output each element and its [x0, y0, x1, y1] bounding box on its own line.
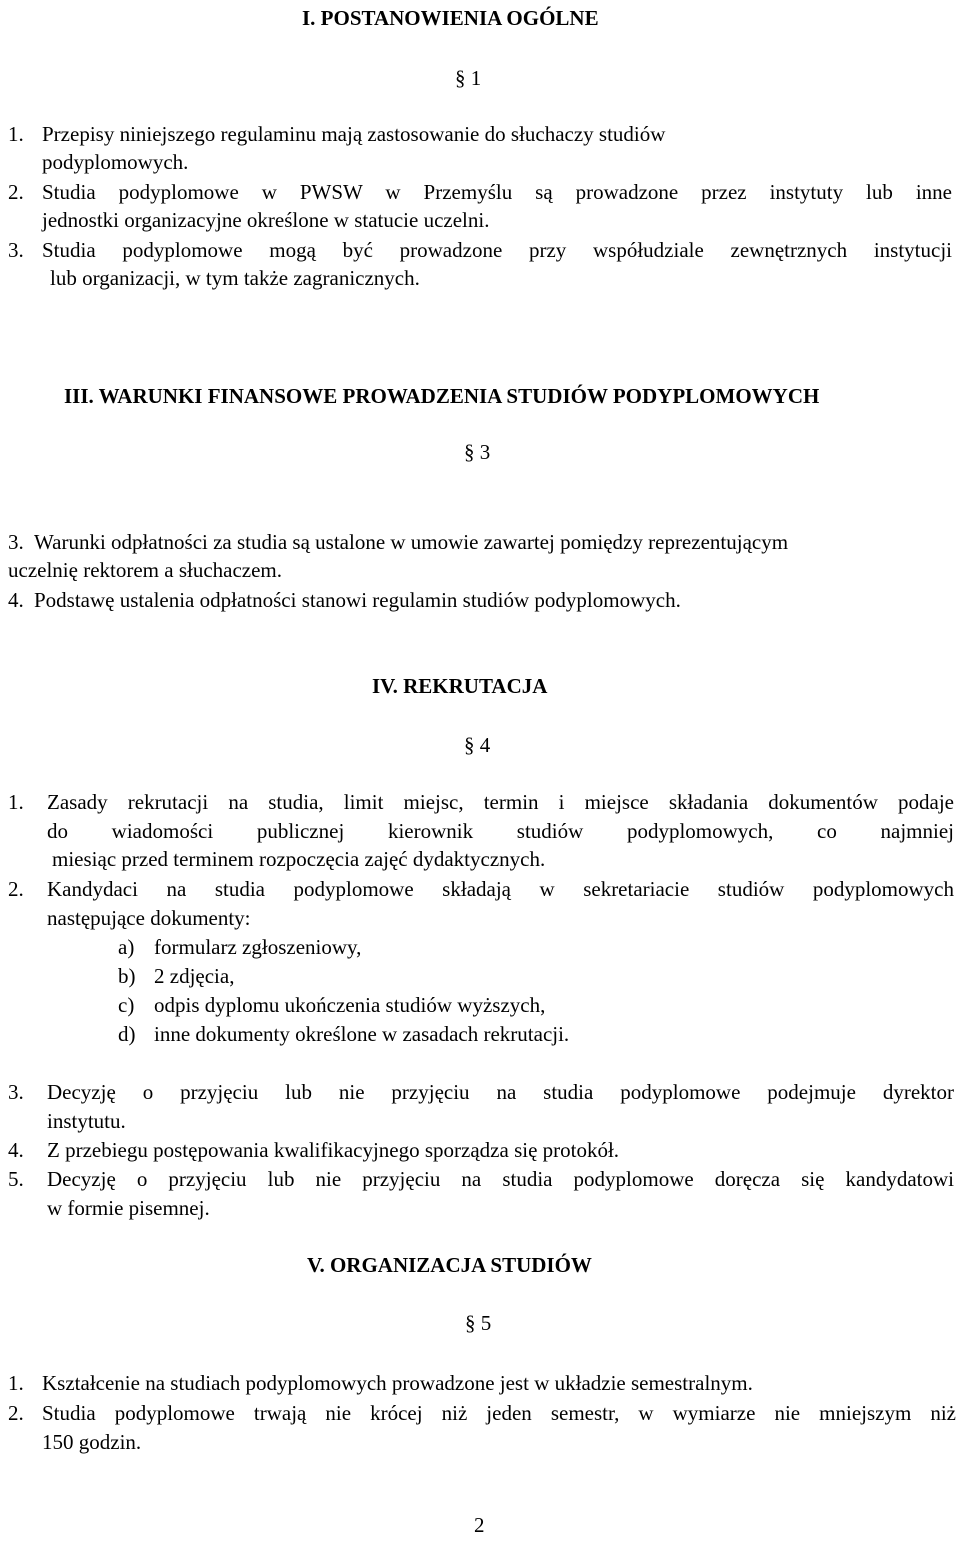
section-heading-5: V. ORGANIZACJA STUDIÓW	[307, 1253, 592, 1277]
item-number: 3.	[8, 238, 24, 262]
subitem-letter: a)	[118, 935, 135, 959]
item-text-line: Kandydaci na studia podyplomowe składają w sekretariacie studiów podyplomowych	[47, 877, 954, 901]
item-number: 4.	[8, 1138, 24, 1162]
paragraph-symbol-4: § 4	[464, 733, 491, 757]
subitem-letter: b)	[118, 964, 136, 988]
item-number: 1.	[8, 122, 24, 146]
item-text-line: Warunki odpłatności za studia są ustalone w umowie zawartej pomiędzy reprezentującym	[34, 530, 789, 554]
item-text-line: 150 godzin.	[42, 1430, 142, 1454]
item-text-line: Studia podyplomowe w PWSW w Przemyślu są prowadzone przez instytuty lub inne	[42, 180, 952, 204]
item-text-line: Decyzję o przyjęciu lub nie przyjęciu na studia podyplomowe podejmuje dyrektor	[47, 1080, 954, 1104]
item-number: 4.	[8, 588, 24, 612]
item-text-line: podyplomowych.	[42, 150, 189, 174]
item-number: 5.	[8, 1167, 24, 1191]
subitem-text: formularz zgłoszeniowy,	[154, 935, 362, 959]
item-text-line: następujące dokumenty:	[47, 906, 251, 930]
paragraph-symbol-1: § 1	[455, 66, 482, 90]
item-text-line: Podstawę ustalenia odpłatności stanowi regulamin studiów podyplomowych.	[34, 588, 681, 612]
item-text-line: uczelnię rektorem a słuchaczem.	[8, 558, 283, 582]
item-text-line: w formie pisemnej.	[47, 1196, 210, 1220]
item-text-line: Zasady rekrutacji na studia, limit miejsc, termin i miejsce składania dokumentów podaje	[47, 790, 954, 814]
item-text-line: Kształcenie na studiach podyplomowych prowadzone jest w układzie semestralnym.	[42, 1371, 753, 1395]
section-heading-1: I. POSTANOWIENIA OGÓLNE	[302, 6, 599, 30]
item-number: 1.	[8, 790, 24, 814]
item-text-line: Studia podyplomowe trwają nie krócej niż jeden semestr, w wymiarze nie mniejszym niż	[42, 1401, 956, 1425]
item-text-line: miesiąc przed terminem rozpoczęcia zajęć dydaktycznych.	[52, 847, 546, 871]
section-heading-3: III. WARUNKI FINANSOWE PROWADZENIA STUDIÓW PODYPLOMOWYCH	[64, 384, 820, 408]
subitem-letter: c)	[118, 993, 135, 1017]
page-number: 2	[474, 1513, 485, 1537]
subitem-text: inne dokumenty określone w zasadach rekrutacji.	[154, 1022, 570, 1046]
subitem-text: odpis dyplomu ukończenia studiów wyższych,	[154, 993, 546, 1017]
item-number: 2.	[8, 1401, 24, 1425]
item-text-line: Decyzję o przyjęciu lub nie przyjęciu na studia podyplomowe doręcza się kandydatowi	[47, 1167, 954, 1191]
item-number: 2.	[8, 877, 24, 901]
item-text-line: instytutu.	[47, 1109, 126, 1133]
subitem-text: 2 zdjęcia,	[154, 964, 235, 988]
item-text-line: lub organizacji, w tym także zagranicznych.	[50, 266, 420, 290]
paragraph-symbol-3: § 3	[464, 440, 491, 464]
item-number: 1.	[8, 1371, 24, 1395]
item-number: 2.	[8, 180, 24, 204]
section-heading-4: IV. REKRUTACJA	[372, 674, 548, 698]
subitem-letter: d)	[118, 1022, 136, 1046]
item-number: 3.	[8, 530, 24, 554]
item-text-line: do wiadomości publicznej kierownik studiów podyplomowych, co najmniej	[47, 819, 954, 843]
item-text-line: jednostki organizacyjne określone w statucie uczelni.	[42, 208, 490, 232]
item-text-line: Przepisy niniejszego regulaminu mają zastosowanie do słuchaczy studiów	[42, 122, 666, 146]
paragraph-symbol-5: § 5	[465, 1311, 492, 1335]
item-text-line: Z przebiegu postępowania kwalifikacyjnego sporządza się protokół.	[47, 1138, 620, 1162]
item-number: 3.	[8, 1080, 24, 1104]
item-text-line: Studia podyplomowe mogą być prowadzone przy współudziale zewnętrznych instytucji	[42, 238, 952, 262]
